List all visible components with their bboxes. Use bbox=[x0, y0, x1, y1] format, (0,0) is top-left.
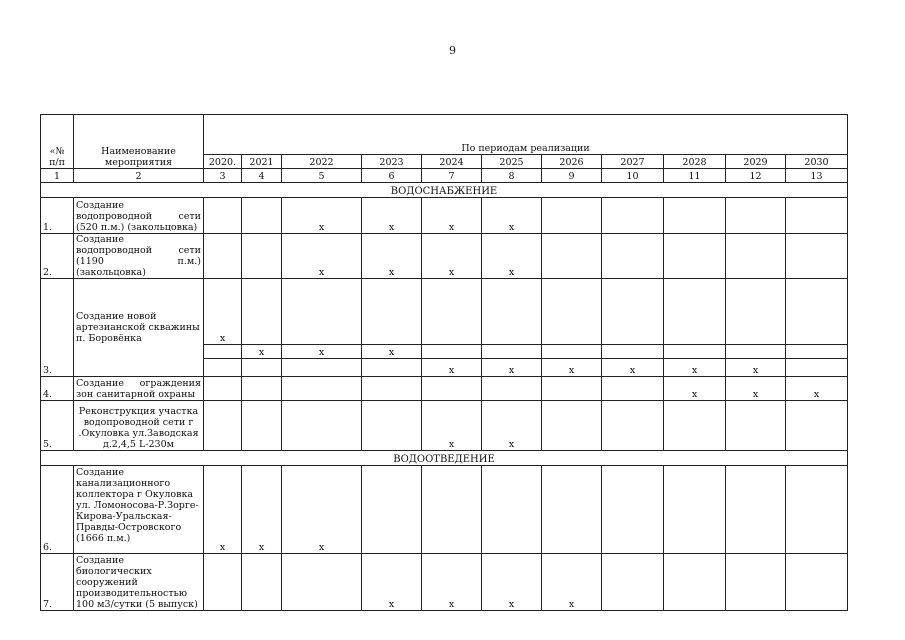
mark-2026: x bbox=[542, 359, 602, 377]
measure-name: Создание водопроводной сети (1190 п.м.) (закольцовка) bbox=[74, 234, 204, 279]
column-number: 8 bbox=[482, 169, 542, 183]
table-row bbox=[41, 377, 848, 401]
mark-2021: x bbox=[242, 345, 282, 359]
mark-2026: x bbox=[542, 554, 602, 611]
mark-2024: x bbox=[422, 401, 482, 451]
measure-name: Реконструкция участка водопроводной сети г .Окуловка ул.Заводская д.2,4,5 L-230м bbox=[74, 401, 204, 451]
mark-2029: x bbox=[726, 359, 786, 377]
row-number: 6. bbox=[41, 466, 74, 554]
mark-2028: x bbox=[664, 359, 726, 377]
mark-2025: x bbox=[482, 401, 542, 451]
header-name-line1: Наименование bbox=[101, 146, 176, 157]
row-number: 5. bbox=[41, 401, 74, 451]
column-number: 1 bbox=[41, 169, 74, 183]
header-periods: По периодам реализации bbox=[204, 115, 848, 155]
mark-2021: x bbox=[242, 466, 282, 554]
column-number: 11 bbox=[664, 169, 726, 183]
year-cell: 2024 bbox=[422, 155, 482, 169]
column-number: 5 bbox=[282, 169, 362, 183]
column-number: 7 bbox=[422, 169, 482, 183]
mark-2024: x bbox=[422, 359, 482, 377]
table-row bbox=[41, 279, 848, 345]
year-cell: 2029 bbox=[726, 155, 786, 169]
table-row bbox=[41, 554, 848, 611]
mark-2024: x bbox=[422, 234, 482, 279]
measure-name: Создание канализационного коллектора г Окуловка ул. Ломоносова-Р.Зорге-Кирова-Уральская-Правды-Островского (1666 п.м.) bbox=[74, 466, 204, 554]
year-cell: 2027 bbox=[602, 155, 664, 169]
mark-2023: x bbox=[362, 345, 422, 359]
column-number: 4 bbox=[242, 169, 282, 183]
mark-2022: x bbox=[282, 345, 362, 359]
column-number: 6 bbox=[362, 169, 422, 183]
page-number: 9 bbox=[449, 44, 456, 57]
header-name bbox=[74, 115, 204, 169]
year-cell: 2020. bbox=[204, 155, 242, 169]
mark-2030: x bbox=[786, 377, 848, 401]
header-num bbox=[41, 115, 74, 169]
mark-2029: x bbox=[726, 377, 786, 401]
year-cell: 2021 bbox=[242, 155, 282, 169]
mark-2025: x bbox=[482, 359, 542, 377]
measure-name: Создание водопроводной сети (520 п.м.) (закольцовка) bbox=[74, 198, 204, 234]
mark-2022: x bbox=[282, 466, 362, 554]
mark-2027: x bbox=[602, 359, 664, 377]
measure-name: Создание ограждения зон санитарной охраны bbox=[74, 377, 204, 401]
row-number: 7. bbox=[41, 554, 74, 611]
row-number: 1. bbox=[41, 198, 74, 234]
header-num-line2: п/п bbox=[49, 157, 65, 168]
table-row bbox=[41, 234, 848, 279]
year-cell: 2022 bbox=[282, 155, 362, 169]
header-num-line1: «№ bbox=[49, 146, 65, 157]
mark-2024: x bbox=[422, 554, 482, 611]
year-cell: 2028 bbox=[664, 155, 726, 169]
mark-2020: x bbox=[204, 466, 242, 554]
column-number: 3 bbox=[204, 169, 242, 183]
year-cell: 2026 bbox=[542, 155, 602, 169]
measure-name: Создание новой артезианской скважины п. Боровёнка bbox=[74, 279, 204, 377]
row-number: 2. bbox=[41, 234, 74, 279]
mark-2023: x bbox=[362, 198, 422, 234]
year-cell: 2025 bbox=[482, 155, 542, 169]
mark-2025: x bbox=[482, 198, 542, 234]
table-row bbox=[41, 401, 848, 451]
mark-2024: x bbox=[422, 198, 482, 234]
column-number: 12 bbox=[726, 169, 786, 183]
year-cell: 2030 bbox=[786, 155, 848, 169]
row-number: 4. bbox=[41, 377, 74, 401]
mark-2025: x bbox=[482, 554, 542, 611]
mark-2023: x bbox=[362, 554, 422, 611]
column-number: 13 bbox=[786, 169, 848, 183]
column-number: 9 bbox=[542, 169, 602, 183]
column-number: 10 bbox=[602, 169, 664, 183]
implementation-plan-table bbox=[40, 114, 848, 611]
column-number: 2 bbox=[74, 169, 204, 183]
section-water-supply: ВОДОСНАБЖЕНИЕ bbox=[41, 183, 848, 198]
year-cell: 2023 bbox=[362, 155, 422, 169]
mark-2028: x bbox=[664, 377, 726, 401]
table-row bbox=[41, 198, 848, 234]
mark-2022: x bbox=[282, 198, 362, 234]
mark-2023: x bbox=[362, 234, 422, 279]
mark-2022: x bbox=[282, 234, 362, 279]
measure-name: Создание биологических сооружений производительностью 100 м3/сутки (5 выпуск) bbox=[74, 554, 204, 611]
mark-2025: x bbox=[482, 234, 542, 279]
header-name-line2: мероприятия bbox=[104, 157, 173, 168]
table-row bbox=[41, 466, 848, 554]
mark-2020: x bbox=[204, 279, 242, 345]
row-number: 3. bbox=[41, 279, 74, 377]
section-water-disposal: ВОДООТВЕДЕНИЕ bbox=[41, 451, 848, 466]
